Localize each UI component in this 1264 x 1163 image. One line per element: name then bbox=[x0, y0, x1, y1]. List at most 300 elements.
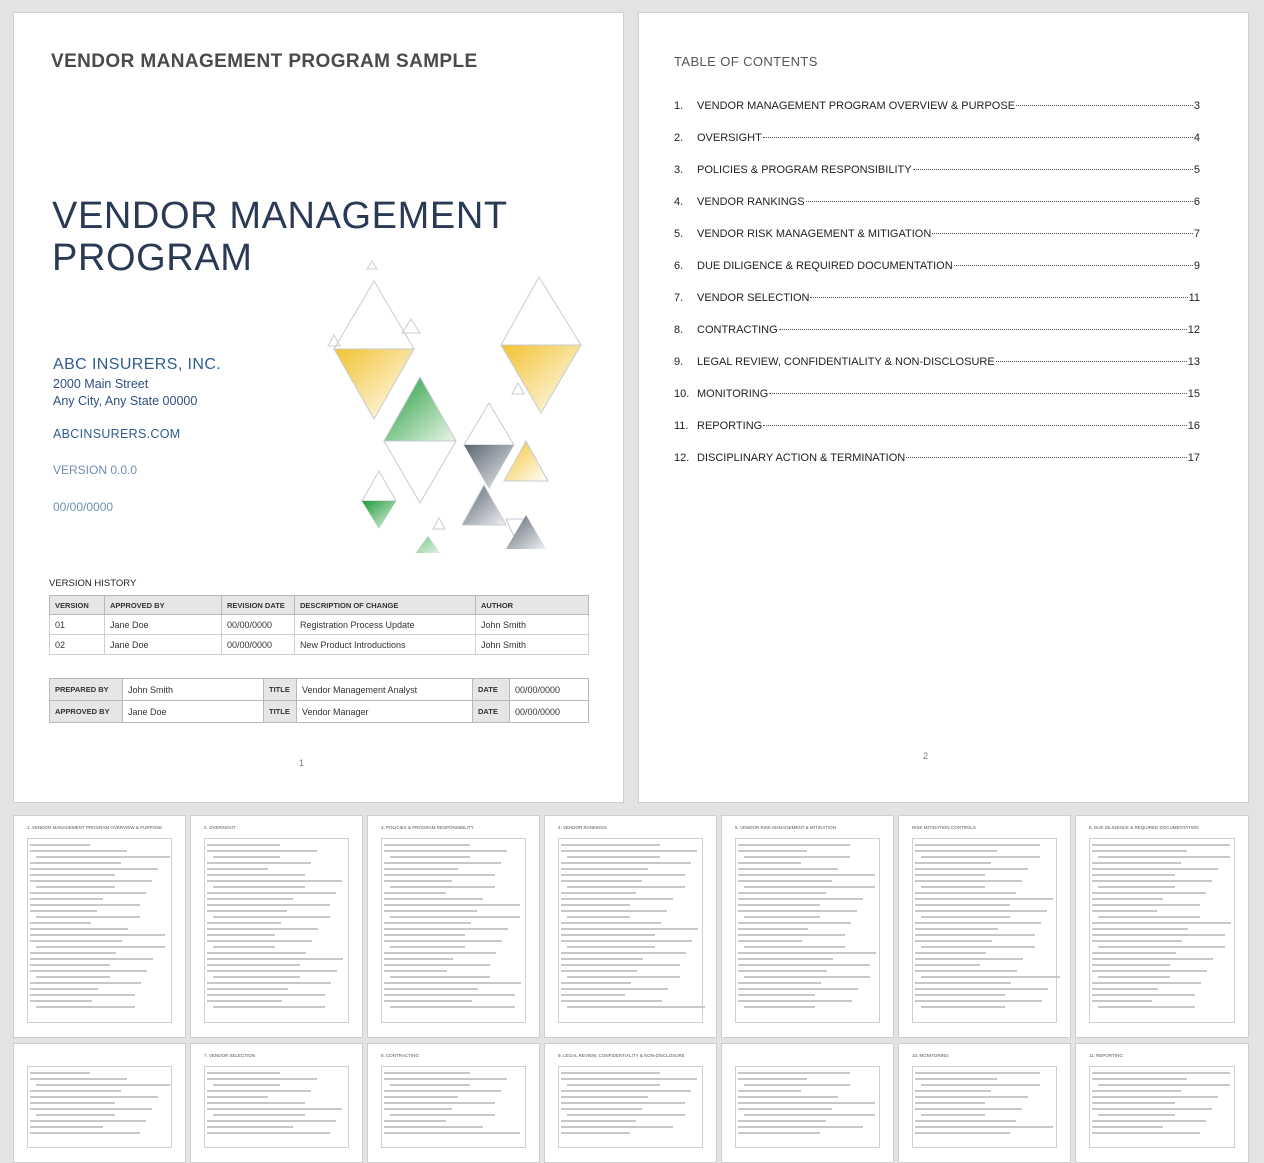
thumbnail-text-line bbox=[390, 946, 465, 948]
thumbnail-text-line bbox=[561, 862, 691, 864]
toc-entry[interactable] bbox=[674, 132, 1200, 164]
toc-entry-title: VENDOR SELECTION bbox=[697, 292, 810, 304]
thumbnail-text-line bbox=[36, 946, 165, 948]
thumbnail-text-line bbox=[207, 952, 306, 954]
thumbnail-text-line bbox=[1092, 928, 1188, 930]
thumbnail-text-line bbox=[384, 952, 496, 954]
page-thumbnail[interactable] bbox=[1075, 1043, 1249, 1163]
thumbnail-text-line bbox=[561, 922, 661, 924]
thumbnail-text-line bbox=[561, 958, 643, 960]
thumbnail-text-line bbox=[915, 922, 1041, 924]
thumbnail-text-line bbox=[207, 964, 300, 966]
thumbnail-text-line bbox=[36, 976, 110, 978]
prepared-title-value: Vendor Management Analyst bbox=[297, 679, 473, 701]
thumbnail-text-line bbox=[30, 892, 146, 894]
table-cell: John Smith bbox=[476, 615, 589, 635]
table-row bbox=[50, 701, 589, 723]
thumbnail-text-line bbox=[1092, 850, 1187, 852]
thumbnail-heading: 4. VENDOR RANKINGS bbox=[558, 825, 608, 830]
thumbnail-text-line bbox=[30, 994, 135, 996]
toc-leader bbox=[954, 265, 1193, 266]
thumbnail-text-line bbox=[561, 850, 697, 852]
thumbnail-text-line bbox=[30, 1000, 92, 1002]
thumbnail-text-line bbox=[207, 934, 275, 936]
cover-date: 00/00/0000 bbox=[53, 500, 114, 514]
toc-entry[interactable] bbox=[674, 388, 1200, 420]
thumbnail-text-line bbox=[1092, 922, 1231, 924]
thumbnail-text-line bbox=[1098, 856, 1230, 858]
toc-entry-title: POLICIES & PROGRAM RESPONSIBILITY bbox=[697, 164, 912, 176]
thumbnail-text-line bbox=[30, 880, 152, 882]
thumbnail-text-line bbox=[915, 1078, 997, 1080]
toc-number: 10. bbox=[674, 388, 690, 400]
approved-date-value: 00/00/0000 bbox=[510, 701, 589, 723]
page-thumbnail[interactable] bbox=[544, 815, 717, 1038]
thumbnail-text-line bbox=[921, 1084, 1040, 1086]
thumbnail-text-line bbox=[30, 1120, 146, 1122]
thumbnail-text-line bbox=[561, 1132, 630, 1134]
thumbnail-text-line bbox=[915, 1090, 991, 1092]
thumbnail-text-line bbox=[915, 910, 1047, 912]
thumbnail-text-line bbox=[384, 1102, 495, 1104]
thumbnail-text-line bbox=[1092, 898, 1163, 900]
thumbnail-text-line bbox=[561, 1072, 660, 1074]
toc-entry[interactable] bbox=[674, 324, 1200, 356]
thumbnail-text-line bbox=[1092, 970, 1207, 972]
thumbnail-text-line bbox=[915, 988, 1048, 990]
thumbnail-text-line bbox=[561, 952, 686, 954]
thumbnail-text-line bbox=[30, 850, 127, 852]
thumbnail-text-line bbox=[36, 916, 140, 918]
page-number: 2 bbox=[923, 751, 929, 761]
thumbnail-text-line bbox=[1098, 916, 1200, 918]
page-thumbnail[interactable] bbox=[367, 815, 540, 1038]
version-history-table bbox=[49, 595, 589, 655]
address-line1: 2000 Main Street bbox=[53, 377, 149, 391]
toc-page-number: 7 bbox=[1193, 228, 1200, 240]
cover-page bbox=[13, 12, 624, 803]
thumbnail-text-line bbox=[915, 982, 1011, 984]
thumbnail-text-line bbox=[207, 1090, 311, 1092]
thumbnail-text-line bbox=[915, 898, 1053, 900]
thumbnail-text-line bbox=[207, 1120, 336, 1122]
thumbnail-text-line bbox=[384, 1078, 507, 1080]
thumbnail-text-line bbox=[738, 970, 827, 972]
thumbnail-text-line bbox=[30, 910, 97, 912]
toc-page-number: 5 bbox=[1193, 164, 1200, 176]
thumbnail-text-line bbox=[384, 1108, 452, 1110]
signoff-table bbox=[49, 678, 589, 723]
thumbnail-text-line bbox=[30, 988, 98, 990]
thumbnail-text-line bbox=[561, 994, 625, 996]
toc-entry[interactable] bbox=[674, 228, 1200, 260]
thumbnail-text-line bbox=[207, 904, 330, 906]
thumbnail-text-line bbox=[915, 844, 1040, 846]
thumbnail-text-line bbox=[561, 844, 660, 846]
thumbnail-text-line bbox=[30, 934, 165, 936]
thumbnail-text-line bbox=[30, 964, 110, 966]
prepared-by-label: PREPARED BY bbox=[50, 679, 123, 701]
toc-leader bbox=[810, 297, 1187, 298]
table-cell: New Product Introductions bbox=[295, 635, 476, 655]
toc-page-number: 6 bbox=[1193, 196, 1200, 208]
toc-entry-title: VENDOR MANAGEMENT PROGRAM OVERVIEW & PURPOSE bbox=[697, 100, 1016, 112]
thumbnail-heading: 10. MONITORING bbox=[912, 1053, 949, 1058]
thumbnail-text-line bbox=[207, 994, 325, 996]
thumbnail-text-line bbox=[384, 844, 470, 846]
thumbnail-text-line bbox=[213, 1114, 305, 1116]
thumbnail-text-line bbox=[1092, 988, 1158, 990]
table-row bbox=[50, 635, 589, 655]
thumbnail-text-line bbox=[384, 904, 520, 906]
thumbnail-text-line bbox=[915, 880, 1022, 882]
document-title: VENDOR MANAGEMENT PROGRAM SAMPLE bbox=[51, 51, 478, 72]
date-label: DATE bbox=[473, 701, 510, 723]
thumbnail-text-line bbox=[567, 886, 685, 888]
thumbnail-text-line bbox=[738, 1108, 832, 1110]
thumbnail-heading: 8. CONTRACTING bbox=[381, 1053, 420, 1058]
thumbnail-text-line bbox=[30, 1108, 152, 1110]
thumbnail-text-line bbox=[567, 1114, 685, 1116]
thumbnail-text-line bbox=[744, 1084, 850, 1086]
thumbnail-text-line bbox=[744, 886, 875, 888]
thumbnail-text-line bbox=[738, 1090, 801, 1092]
thumbnail-text-line bbox=[744, 976, 870, 978]
toc-leader bbox=[763, 137, 1193, 138]
thumbnail-text-line bbox=[1092, 934, 1225, 936]
page-thumbnail[interactable] bbox=[898, 815, 1071, 1038]
thumbnail-text-line bbox=[915, 874, 985, 876]
thumbnail-text-line bbox=[207, 1126, 293, 1128]
thumbnail-text-line bbox=[1098, 886, 1175, 888]
thumbnail-text-line bbox=[384, 850, 507, 852]
thumbnail-heading: 1. VENDOR MANAGEMENT PROGRAM OVERVIEW & PURPOSE bbox=[27, 825, 163, 830]
thumbnail-text-line bbox=[1092, 862, 1181, 864]
page-thumbnail[interactable] bbox=[544, 1043, 717, 1163]
page-thumbnail[interactable] bbox=[721, 1043, 894, 1163]
title-label: TITLE bbox=[264, 701, 297, 723]
thumbnail-text-line bbox=[36, 1006, 135, 1008]
table-header: AUTHOR bbox=[476, 596, 589, 615]
thumbnail-text-line bbox=[207, 874, 305, 876]
page-thumbnail[interactable] bbox=[1075, 815, 1249, 1038]
toc-leader bbox=[769, 393, 1186, 394]
thumbnail-text-line bbox=[390, 1084, 470, 1086]
thumbnail-text-line bbox=[384, 982, 521, 984]
thumbnail-text-line bbox=[915, 1120, 1016, 1122]
thumbnail-text-line bbox=[207, 1108, 342, 1110]
toc-number: 6. bbox=[674, 260, 684, 272]
thumbnail-text-line bbox=[384, 994, 515, 996]
thumbnail-text-line bbox=[744, 946, 845, 948]
thumbnail-text-line bbox=[1092, 1120, 1206, 1122]
page-thumbnail[interactable] bbox=[898, 1043, 1071, 1163]
thumbnail-text-line bbox=[915, 952, 986, 954]
thumbnail-text-line bbox=[30, 904, 140, 906]
thumbnail-text-line bbox=[213, 886, 305, 888]
thumbnail-text-line bbox=[915, 892, 1016, 894]
thumbnail-text-line bbox=[384, 928, 508, 930]
thumbnail-text-line bbox=[915, 862, 991, 864]
page-thumbnail[interactable] bbox=[721, 815, 894, 1038]
thumbnail-text-line bbox=[738, 952, 876, 954]
title-label: TITLE bbox=[264, 679, 297, 701]
triangle-graphic bbox=[314, 253, 604, 553]
toc-entry[interactable] bbox=[674, 164, 1200, 196]
thumbnail-text-line bbox=[384, 874, 495, 876]
thumbnail-text-line bbox=[561, 892, 636, 894]
thumbnail-text-line bbox=[561, 874, 685, 876]
thumbnail-text-line bbox=[1092, 994, 1195, 996]
thumbnail-text-line bbox=[1092, 1096, 1218, 1098]
thumbnail-text-line bbox=[561, 1108, 642, 1110]
toc-page-number: 3 bbox=[1193, 100, 1200, 112]
toc-entry-title: LEGAL REVIEW, CONFIDENTIALITY & NON-DISCLOSURE bbox=[697, 356, 995, 368]
thumbnail-text-line bbox=[384, 1072, 470, 1074]
thumbnail-text-line bbox=[561, 868, 648, 870]
toc-page-number: 4 bbox=[1193, 132, 1200, 144]
thumbnail-text-line bbox=[1092, 1102, 1175, 1104]
thumbnail-heading: RISK MITIGATION CONTROLS bbox=[912, 825, 976, 830]
thumbnail-text-line bbox=[561, 880, 642, 882]
thumbnail-text-line bbox=[30, 1102, 115, 1104]
thumbnail-text-line bbox=[744, 856, 850, 858]
thumbnail-text-line bbox=[384, 1132, 520, 1134]
thumbnail-text-line bbox=[561, 910, 667, 912]
toc-leader bbox=[996, 361, 1187, 362]
thumbnail-text-line bbox=[30, 952, 116, 954]
thumbnail-text-line bbox=[738, 904, 820, 906]
thumbnail-text-line bbox=[30, 1090, 121, 1092]
thumbnail-text-line bbox=[384, 898, 483, 900]
thumbnail-heading: 9. LEGAL REVIEW, CONFIDENTIALITY & NON-DISCLOSURE bbox=[558, 1053, 685, 1058]
thumbnail-text-line bbox=[1092, 892, 1206, 894]
toc-number: 11. bbox=[674, 420, 689, 432]
thumbnail-text-line bbox=[561, 988, 668, 990]
thumbnail-text-line bbox=[384, 880, 452, 882]
thumbnail-text-line bbox=[390, 1114, 495, 1116]
thumbnail-text-line bbox=[1092, 958, 1213, 960]
thumbnail-text-line bbox=[738, 940, 802, 942]
toc-leader bbox=[1016, 105, 1193, 106]
thumbnail-text-line bbox=[738, 1126, 863, 1128]
thumbnail-text-line bbox=[30, 862, 121, 864]
company-name: ABC INSURERS, INC. bbox=[53, 356, 222, 373]
thumbnail-text-line bbox=[207, 1096, 268, 1098]
thumbnail-text-line bbox=[390, 916, 520, 918]
thumbnail-heading: 7. VENDOR SELECTION bbox=[204, 1053, 256, 1058]
thumbnail-text-line bbox=[567, 856, 660, 858]
cover-title-line1: VENDOR MANAGEMENT bbox=[52, 195, 508, 237]
toc-page-number: 13 bbox=[1187, 356, 1200, 368]
cover-title-line2: PROGRAM bbox=[52, 237, 253, 279]
thumbnail-text-line bbox=[561, 928, 698, 930]
thumbnail-text-line bbox=[738, 934, 845, 936]
toc-page-number: 9 bbox=[1193, 260, 1200, 272]
table-header: APPROVED BY bbox=[105, 596, 222, 615]
thumbnail-text-line bbox=[207, 1000, 282, 1002]
toc-entry[interactable] bbox=[674, 356, 1200, 388]
toc-leader bbox=[932, 233, 1193, 234]
triangle-outline bbox=[334, 281, 414, 349]
thumbnail-text-line bbox=[1092, 844, 1230, 846]
table-header: VERSION bbox=[50, 596, 105, 615]
toc-number: 2. bbox=[674, 132, 684, 144]
thumbnail-text-line bbox=[384, 1090, 501, 1092]
thumbnail-text-line bbox=[1092, 1126, 1163, 1128]
toc-entry[interactable] bbox=[674, 420, 1200, 452]
toc-page-number: 11 bbox=[1188, 292, 1200, 304]
toc-entry[interactable] bbox=[674, 100, 1200, 132]
thumbnail-text-line bbox=[384, 1120, 446, 1122]
toc-entry[interactable] bbox=[674, 196, 1200, 228]
thumbnail-text-line bbox=[915, 1072, 1040, 1074]
table-cell: Jane Doe bbox=[105, 635, 222, 655]
thumbnail-text-line bbox=[915, 1126, 1053, 1128]
thumbnail-text-line bbox=[561, 970, 637, 972]
toc-entry[interactable] bbox=[674, 292, 1200, 324]
thumbnail-text-line bbox=[1092, 868, 1218, 870]
thumbnail-text-line bbox=[1092, 940, 1182, 942]
thumbnail-text-line bbox=[738, 1078, 807, 1080]
toc-entry-title: OVERSIGHT bbox=[697, 132, 762, 144]
triangle-outline bbox=[384, 441, 456, 503]
thumbnail-text-line bbox=[207, 868, 268, 870]
table-header: REVISION DATE bbox=[222, 596, 295, 615]
thumbnail-text-line bbox=[921, 886, 985, 888]
toc-entry-title: REPORTING bbox=[697, 420, 763, 432]
thumbnail-text-line bbox=[915, 1000, 1042, 1002]
date-label: DATE bbox=[473, 679, 510, 701]
approved-by-value: Jane Doe bbox=[123, 701, 264, 723]
toc-number: 9. bbox=[674, 356, 684, 368]
toc-leader bbox=[763, 425, 1187, 426]
thumbnail-text-line bbox=[744, 916, 820, 918]
triangle-outline bbox=[512, 383, 524, 394]
triangle-gray bbox=[462, 485, 506, 525]
company-block bbox=[53, 356, 221, 410]
toc-page-number: 16 bbox=[1187, 420, 1200, 432]
thumbnail-text-line bbox=[30, 970, 147, 972]
thumbnail-text-line bbox=[1092, 982, 1201, 984]
thumbnail-text-line bbox=[1092, 1090, 1181, 1092]
page-thumbnail[interactable] bbox=[190, 815, 363, 1038]
thumbnail-text-line bbox=[915, 964, 980, 966]
thumbnail-text-line bbox=[561, 1120, 636, 1122]
thumbnail-text-line bbox=[738, 898, 863, 900]
thumbnail-text-line bbox=[390, 976, 490, 978]
thumbnail-text-line bbox=[915, 850, 997, 852]
thumbnail-text-line bbox=[1098, 976, 1170, 978]
thumbnail-text-line bbox=[738, 910, 857, 912]
thumbnail-text-line bbox=[213, 946, 275, 948]
toc-entry-title: DISCIPLINARY ACTION & TERMINATION bbox=[697, 452, 906, 464]
thumbnail-text-line bbox=[744, 1006, 815, 1008]
thumbnail-text-line bbox=[1092, 1108, 1212, 1110]
toc-number: 7. bbox=[674, 292, 684, 304]
thumbnail-text-line bbox=[384, 958, 453, 960]
thumbnail-text-line bbox=[561, 1126, 673, 1128]
prepared-date-value: 00/00/0000 bbox=[510, 679, 589, 701]
thumbnail-text-line bbox=[30, 1078, 127, 1080]
thumbnail-text-line bbox=[738, 982, 821, 984]
thumbnail-text-line bbox=[738, 1096, 838, 1098]
thumbnail-text-line bbox=[36, 1114, 115, 1116]
thumbnail-heading: 11. REPORTING bbox=[1089, 1053, 1123, 1058]
thumbnail-text-line bbox=[36, 886, 115, 888]
thumbnail-text-line bbox=[384, 910, 477, 912]
page-number: 1 bbox=[299, 758, 305, 768]
thumbnail-text-line bbox=[738, 850, 807, 852]
thumbnail-heading: 3. POLICIES & PROGRAM RESPONSIBILITY bbox=[381, 825, 474, 830]
thumbnail-text-line bbox=[213, 1006, 325, 1008]
thumbnail-text-line bbox=[207, 1132, 330, 1134]
thumbnail-text-line bbox=[207, 862, 311, 864]
thumbnail-text-line bbox=[30, 940, 122, 942]
thumbnail-text-line bbox=[1098, 1006, 1195, 1008]
thumbnail-heading: 2. OVERSIGHT bbox=[204, 825, 236, 830]
thumbnail-text-line bbox=[567, 946, 655, 948]
thumbnail-text-line bbox=[207, 844, 280, 846]
thumbnail-text-line bbox=[384, 970, 447, 972]
page-thumbnail[interactable] bbox=[367, 1043, 540, 1163]
thumbnail-text-line bbox=[738, 1000, 852, 1002]
table-cell: 00/00/0000 bbox=[222, 615, 295, 635]
thumbnail-text-line bbox=[384, 922, 471, 924]
page-thumbnail[interactable] bbox=[190, 1043, 363, 1163]
thumbnail-text-line bbox=[738, 892, 826, 894]
thumbnail-text-line bbox=[738, 1072, 850, 1074]
thumbnail-text-line bbox=[561, 964, 680, 966]
toc-entry-title: CONTRACTING bbox=[697, 324, 778, 336]
thumbnail-text-line bbox=[567, 916, 630, 918]
company-website: ABCINSURERS.COM bbox=[53, 427, 181, 441]
thumbnail-text-line bbox=[30, 1072, 90, 1074]
triangle-green bbox=[362, 501, 396, 529]
thumbnail-text-line bbox=[738, 874, 875, 876]
thumbnail-text-line bbox=[1092, 964, 1170, 966]
thumbnail-text-line bbox=[1092, 1000, 1152, 1002]
thumbnail-text-line bbox=[207, 1078, 317, 1080]
triangle-outline bbox=[367, 261, 377, 269]
thumbnail-text-line bbox=[36, 856, 170, 858]
thumbnail-text-line bbox=[30, 982, 141, 984]
thumbnail-text-line bbox=[567, 976, 680, 978]
thumbnail-text-line bbox=[390, 1006, 515, 1008]
table-cell: 02 bbox=[50, 635, 105, 655]
thumbnail-text-line bbox=[561, 1102, 685, 1104]
toc-title: TABLE OF CONTENTS bbox=[674, 54, 818, 69]
page-thumbnail[interactable] bbox=[13, 815, 186, 1038]
thumbnail-text-line bbox=[384, 940, 502, 942]
triangle-green bbox=[412, 536, 444, 553]
toc-entry[interactable] bbox=[674, 260, 1200, 292]
thumbnail-text-line bbox=[1098, 946, 1225, 948]
table-cell: 00/00/0000 bbox=[222, 635, 295, 655]
page-thumbnail[interactable] bbox=[13, 1043, 186, 1163]
thumbnail-text-line bbox=[561, 982, 631, 984]
thumbnail-text-line bbox=[1092, 952, 1176, 954]
thumbnail-text-line bbox=[921, 946, 1035, 948]
thumbnail-text-line bbox=[738, 958, 833, 960]
version-history-label: VERSION HISTORY bbox=[49, 578, 137, 589]
toc-entry[interactable] bbox=[674, 452, 1200, 484]
toc-entry-title: VENDOR RISK MANAGEMENT & MITIGATION bbox=[697, 228, 932, 240]
thumbnail-text-line bbox=[744, 1114, 875, 1116]
thumbnail-text-line bbox=[1092, 1132, 1200, 1134]
toc-leader bbox=[806, 201, 1193, 202]
triangle-outline bbox=[362, 471, 396, 501]
